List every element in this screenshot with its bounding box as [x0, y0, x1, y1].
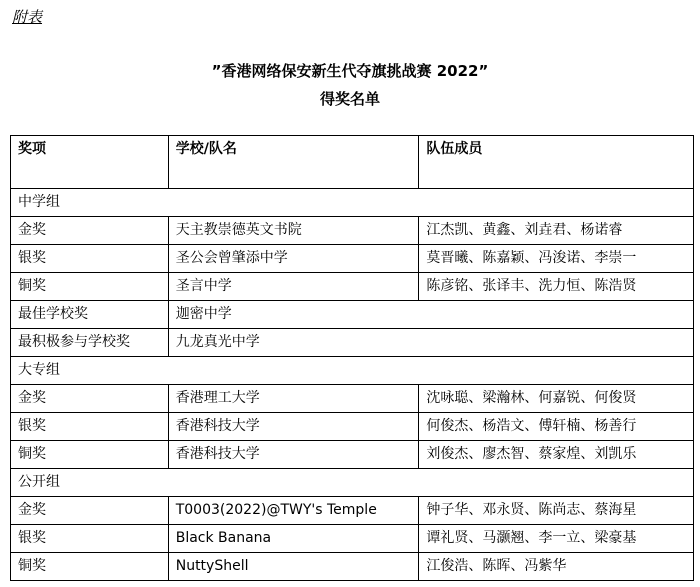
document-title: ”香港网络保安新生代夺旗挑战赛 2022” [211, 62, 489, 80]
award-cell: 银奖 [11, 245, 169, 273]
table-row [11, 217, 694, 245]
award-cell: 最积极参与学校奖 [11, 329, 169, 357]
group-header-row [11, 469, 694, 497]
team-cell: NuttyShell [168, 553, 419, 581]
award-cell: 金奖 [11, 217, 169, 245]
table-row [11, 301, 694, 329]
team-cell: 圣言中学 [168, 273, 419, 301]
team-cell: 香港科技大学 [168, 441, 419, 469]
award-cell: 银奖 [11, 525, 169, 553]
document-subtitle: 得奖名单 [319, 90, 380, 108]
header-award: 奖项 [11, 136, 169, 189]
members-cell: 刘俊杰、廖杰智、蔡家煌、刘凯乐 [419, 441, 694, 469]
table-row [11, 525, 694, 553]
members-cell: 谭礼贤、马灏翘、李一立、梁豪基 [419, 525, 694, 553]
team-cell: 天主教崇德英文书院 [168, 217, 419, 245]
table-header-row [11, 136, 694, 189]
team-cell: Black Banana [168, 525, 419, 553]
team-cell: T0003(2022)@TWY's Temple [168, 497, 419, 525]
award-cell: 金奖 [11, 385, 169, 413]
members-cell: 何俊杰、杨浩文、傅轩楠、杨善行 [419, 413, 694, 441]
group-name: 公开组 [11, 469, 694, 497]
table-row [11, 441, 694, 469]
table-row [11, 329, 694, 357]
team-cell: 迦密中学 [168, 301, 693, 329]
members-cell: 沈咏聪、梁瀚林、何嘉锐、何俊贤 [419, 385, 694, 413]
team-cell: 香港科技大学 [168, 413, 419, 441]
table-row [11, 273, 694, 301]
team-cell: 香港理工大学 [168, 385, 419, 413]
table-row [11, 385, 694, 413]
team-cell: 圣公会曾肇添中学 [168, 245, 419, 273]
group-name: 中学组 [11, 189, 694, 217]
award-cell: 最佳学校奖 [11, 301, 169, 329]
award-cell: 铜奖 [11, 553, 169, 581]
award-cell: 铜奖 [11, 441, 169, 469]
awards-table [10, 135, 694, 581]
members-cell: 陈彦铭、张译丰、洗力恒、陈浩贤 [419, 273, 694, 301]
table-row [11, 497, 694, 525]
members-cell: 江杰凯、黄鑫、刘垚君、杨诺睿 [419, 217, 694, 245]
table-row [11, 245, 694, 273]
header-team: 学校/队名 [168, 136, 419, 189]
award-cell: 银奖 [11, 413, 169, 441]
group-name: 大专组 [11, 357, 694, 385]
team-cell: 九龙真光中学 [168, 329, 693, 357]
group-header-row [11, 357, 694, 385]
group-header-row [11, 189, 694, 217]
table-row [11, 553, 694, 581]
members-cell: 钟子华、邓永贤、陈尚志、蔡海星 [419, 497, 694, 525]
award-cell: 铜奖 [11, 273, 169, 301]
header-members: 队伍成员 [419, 136, 694, 189]
table-row [11, 413, 694, 441]
award-cell: 金奖 [11, 497, 169, 525]
appendix-label: 附表 [12, 8, 43, 26]
members-cell: 江俊浩、陈晖、冯紫华 [419, 553, 694, 581]
awards-table-body [11, 136, 694, 581]
members-cell: 莫晋曦、陈嘉颖、冯浚诺、李崇一 [419, 245, 694, 273]
